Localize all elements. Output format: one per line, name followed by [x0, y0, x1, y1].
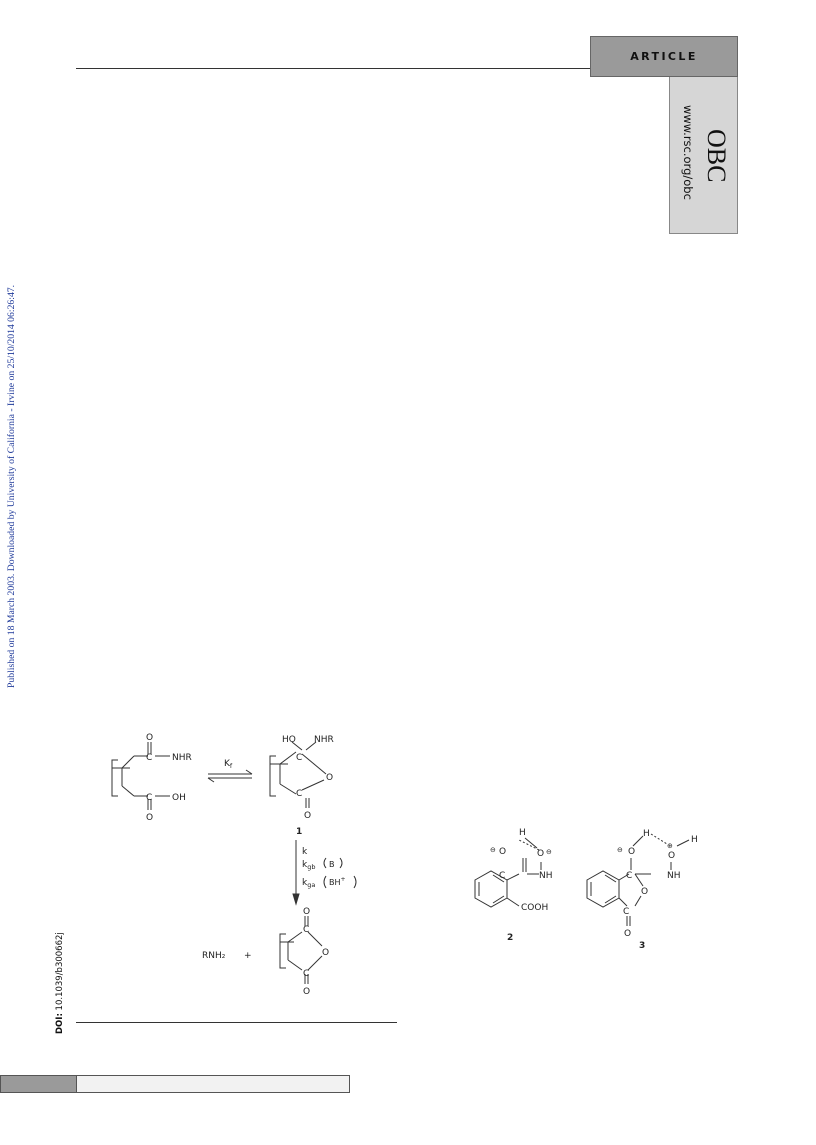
compound-3-label: 3: [639, 941, 646, 951]
reactant-nhr: NHR: [172, 753, 192, 763]
struct3-c: C: [626, 871, 633, 881]
reactant-c-top: C: [146, 753, 153, 763]
reactant-o-bottom: O: [146, 813, 154, 823]
struct3-o-carbonyl: O: [624, 929, 632, 939]
reactant-c-bottom: C: [146, 793, 153, 803]
struct3-nh: NH: [667, 871, 681, 881]
rate-kga-k: k: [302, 878, 308, 888]
intermediate-nhr: NHR: [314, 735, 334, 745]
struct2-o-right: O: [537, 849, 545, 859]
rate-kgb-subscript: gb: [307, 863, 316, 871]
intermediate-o-bottom: O: [304, 811, 312, 821]
struct2-h: H: [519, 828, 526, 838]
doi-value: 10.1039/b300662j: [55, 932, 65, 1011]
struct3-o-right: O: [668, 851, 676, 861]
journal-abbrev: OBC: [702, 129, 731, 183]
intermediate-ring-o: O: [326, 773, 334, 783]
plus-sign: +: [244, 951, 252, 961]
struct2-charge-minus-right: ⊖: [546, 848, 552, 856]
product-amine: RNH₂: [202, 951, 226, 961]
struct3-ring-o: O: [641, 887, 649, 897]
anhydride-c-bottom: C: [303, 969, 310, 979]
struct3-h-left: H: [643, 829, 650, 839]
section-tab: [590, 36, 738, 77]
equilibrium-k: K: [224, 759, 230, 769]
struct3-h-right: H: [691, 835, 698, 845]
anhydride-ring-o: O: [322, 948, 330, 958]
rate-kga-charge: +: [340, 876, 346, 883]
rate-kgb-k: k: [302, 860, 308, 870]
intermediate-c-top: C: [296, 753, 303, 763]
rate-kgb: [302, 860, 315, 871]
anhydride-o-bottom: O: [303, 987, 311, 997]
intermediate-c-bottom: C: [296, 789, 303, 799]
reactant-oh: OH: [172, 793, 186, 803]
structures-2-3: [455, 822, 715, 957]
anhydride-c-top: C: [303, 925, 310, 935]
compound-2-label: 2: [507, 933, 514, 943]
rate-k: k: [302, 847, 308, 857]
struct2-charge-minus-left: ⊖: [490, 846, 496, 854]
doi-label: DOI:: [55, 1013, 65, 1034]
rate-kga-subscript: ga: [307, 881, 316, 889]
struct2-c: C: [499, 871, 506, 881]
rate-kga-bh: BH: [329, 878, 341, 887]
compound-1-label: 1: [296, 827, 303, 837]
struct3-charge-minus: ⊖: [617, 846, 623, 854]
journal-panel: [669, 77, 738, 234]
rate-kgb-species: B: [329, 860, 335, 869]
equilibrium-subscript: f: [229, 762, 233, 770]
struct2-cooh: COOH: [521, 903, 549, 913]
struct3-o-left: O: [628, 847, 636, 857]
rate-kga: [302, 878, 315, 889]
reactant-o-top: O: [146, 733, 154, 743]
intermediate-ho: HO: [282, 735, 296, 745]
anhydride-o-top: O: [303, 907, 311, 917]
footer-bar-tab: [0, 1075, 77, 1093]
header-rule: [76, 68, 591, 69]
reaction-scheme: [100, 728, 400, 998]
section-label: ARTICLE: [630, 50, 698, 63]
published-note[interactable]: Published on 18 March 2003. Downloaded by University of California - Irvine on 25/10/2014 06:26:47.: [6, 284, 17, 688]
struct3-c-carbonyl: C: [623, 907, 630, 917]
rate-kga-species: [329, 876, 346, 887]
equilibrium-constant: [224, 759, 233, 770]
struct2-nh: NH: [539, 871, 553, 881]
footnote-rule: [76, 1022, 397, 1023]
doi-note: [56, 932, 65, 1034]
struct2-o-left: O: [499, 847, 507, 857]
struct3-charge-plus: ⊕: [667, 842, 673, 850]
journal-url: www.rsc.org/obc: [681, 105, 695, 200]
